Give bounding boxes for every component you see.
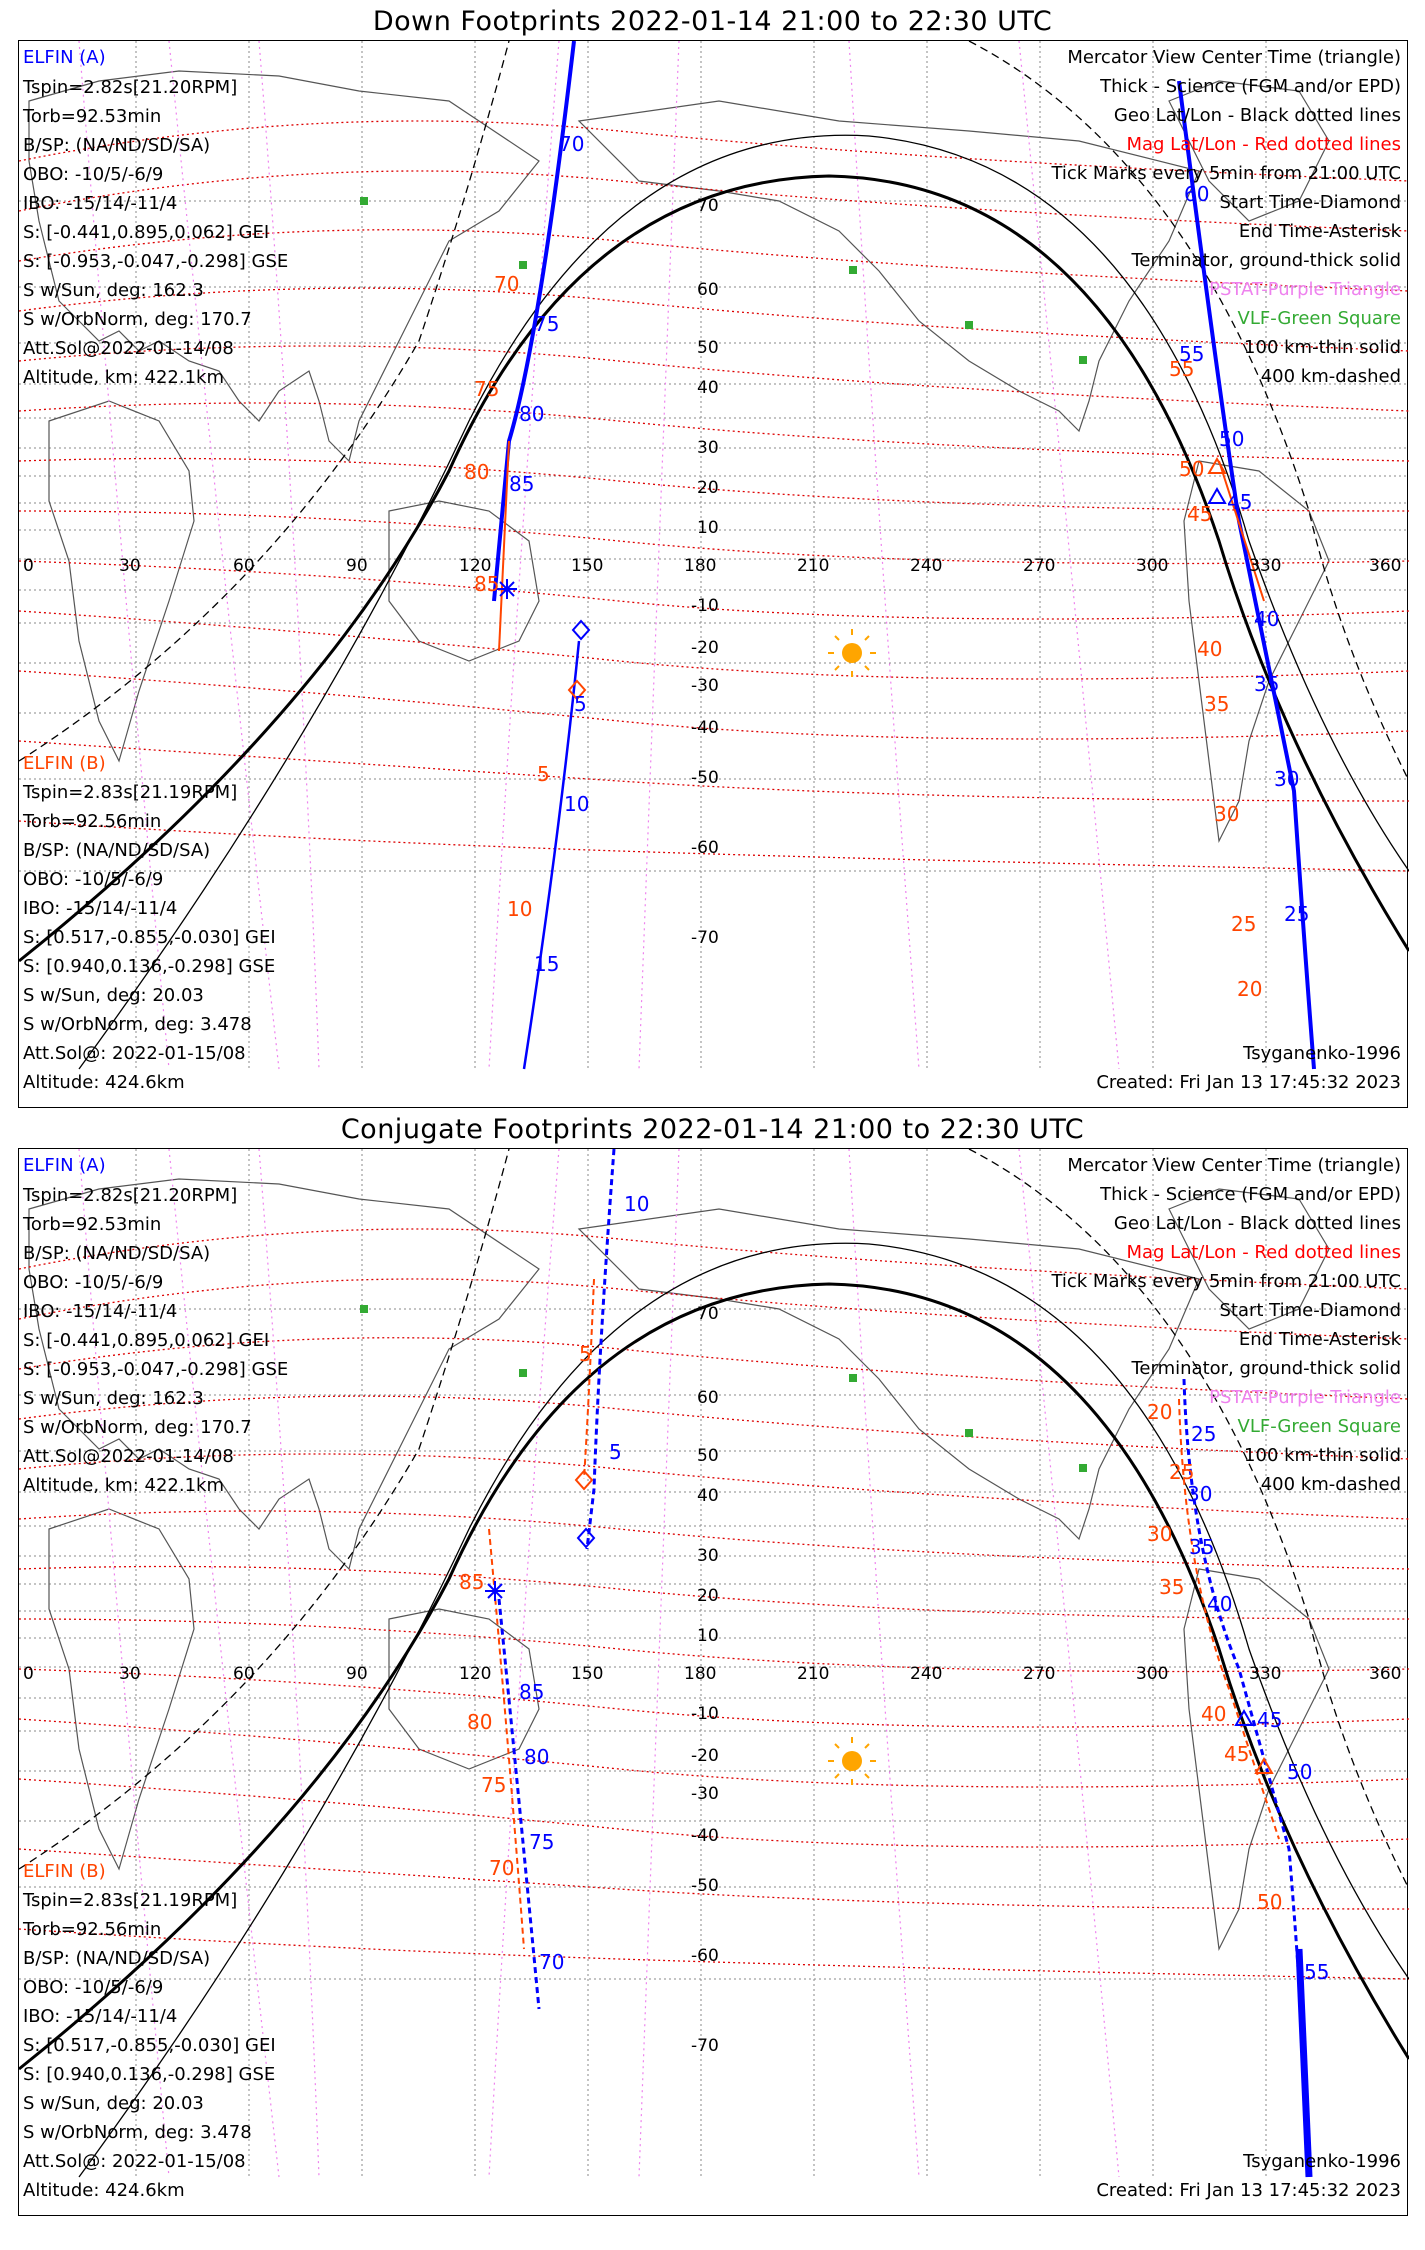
elfin-b-tick-labels [459, 1342, 1282, 1914]
svg-text:S: [0.517,-0.855,-0.030] GEI: S: [0.517,-0.855,-0.030] GEI [23, 927, 276, 948]
svg-text:35: 35 [1204, 692, 1230, 716]
svg-text:240: 240 [910, 556, 943, 576]
svg-text:55: 55 [1179, 342, 1205, 366]
elfin-b-track-east [1219, 461, 1264, 601]
svg-text:70: 70 [559, 132, 585, 156]
svg-text:180: 180 [684, 556, 717, 576]
start-diamond-icon [578, 1529, 594, 1547]
svg-text:Tspin=2.82s[21.20RPM]: Tspin=2.82s[21.20RPM] [23, 1185, 238, 1206]
svg-text:0: 0 [23, 1664, 34, 1684]
markers [485, 1471, 1272, 1773]
svg-text:70: 70 [697, 196, 719, 216]
svg-text:PSTAT-Purple Triangle: PSTAT-Purple Triangle [1209, 1387, 1401, 1408]
svg-text:35: 35 [1189, 1535, 1215, 1559]
svg-text:30: 30 [1274, 767, 1300, 791]
svg-text:Tspin=2.83s[21.19RPM]: Tspin=2.83s[21.19RPM] [23, 1890, 238, 1911]
svg-text:IBO: -15/14/-11/4: IBO: -15/14/-11/4 [23, 193, 178, 214]
svg-text:B/SP: (NA/ND/SD/SA): B/SP: (NA/ND/SD/SA) [23, 1243, 211, 1264]
down-footprints-map [19, 41, 1409, 1109]
svg-text:25: 25 [1191, 1422, 1217, 1446]
svg-text:20: 20 [1147, 1400, 1173, 1424]
svg-text:75: 75 [474, 377, 500, 401]
svg-text:300: 300 [1136, 556, 1169, 576]
svg-text:15: 15 [534, 952, 560, 976]
svg-text:Mercator View Center Time (tri: Mercator View Center Time (triangle) [1067, 47, 1401, 68]
vlf-stations [360, 197, 1087, 364]
svg-text:Geo Lat/Lon - Black dotted lin: Geo Lat/Lon - Black dotted lines [1113, 105, 1401, 126]
svg-text:IBO: -15/14/-11/4: IBO: -15/14/-11/4 [23, 1301, 178, 1322]
svg-text:-10: -10 [691, 1704, 719, 1724]
svg-text:270: 270 [1023, 1664, 1056, 1684]
svg-text:25: 25 [1231, 912, 1257, 936]
vlf-square-icon [519, 261, 527, 269]
svg-text:360: 360 [1369, 556, 1402, 576]
svg-text:S w/Sun, deg: 20.03: S w/Sun, deg: 20.03 [23, 985, 204, 1006]
svg-text:S w/OrbNorm, deg: 3.478: S w/OrbNorm, deg: 3.478 [23, 2122, 252, 2143]
svg-text:Thick - Science (FGM and/or EP: Thick - Science (FGM and/or EPD) [1100, 1184, 1401, 1205]
svg-text:120: 120 [459, 556, 492, 576]
svg-text:45: 45 [1224, 1742, 1250, 1766]
svg-text:-60: -60 [691, 838, 719, 858]
svg-text:75: 75 [529, 1830, 555, 1854]
svg-text:35: 35 [1254, 672, 1280, 696]
conjugate-footprints-panel [18, 1148, 1408, 2216]
svg-text:-30: -30 [691, 1784, 719, 1804]
svg-text:360: 360 [1369, 1664, 1402, 1684]
svg-text:70: 70 [697, 1304, 719, 1324]
svg-text:100 km-thin solid: 100 km-thin solid [1244, 1445, 1401, 1466]
svg-text:Tspin=2.82s[21.20RPM]: Tspin=2.82s[21.20RPM] [23, 77, 238, 98]
svg-text:VLF-Green Square: VLF-Green Square [1237, 1416, 1401, 1437]
svg-text:70: 70 [539, 1950, 565, 1974]
svg-text:-50: -50 [691, 1876, 719, 1896]
svg-text:30: 30 [1214, 802, 1240, 826]
svg-text:180: 180 [684, 1664, 717, 1684]
svg-text:Att.Sol@2022-01-14/08: Att.Sol@2022-01-14/08 [23, 338, 234, 359]
svg-text:Mercator View Center Time (tri: Mercator View Center Time (triangle) [1067, 1155, 1401, 1176]
svg-text:S w/OrbNorm, deg: 170.7: S w/OrbNorm, deg: 170.7 [23, 1417, 252, 1438]
svg-text:75: 75 [534, 312, 560, 336]
svg-text:Altitude: 424.6km: Altitude: 424.6km [23, 1072, 185, 1093]
vlf-square-icon [360, 197, 368, 205]
svg-text:90: 90 [346, 1664, 368, 1684]
legend [1050, 47, 1401, 387]
svg-text:55: 55 [1304, 1960, 1330, 1984]
svg-text:Altitude, km: 422.1km: Altitude, km: 422.1km [23, 367, 225, 388]
svg-text:-10: -10 [691, 596, 719, 616]
svg-text:85: 85 [509, 472, 535, 496]
vlf-square-icon [360, 1305, 368, 1313]
svg-text:330: 330 [1249, 1664, 1282, 1684]
svg-text:OBO: -10/5/-6/9: OBO: -10/5/-6/9 [23, 1272, 164, 1293]
svg-text:50: 50 [1219, 427, 1245, 451]
svg-text:OBO: -10/5/-6/9: OBO: -10/5/-6/9 [23, 869, 164, 890]
svg-text:Torb=92.56min: Torb=92.56min [23, 1919, 162, 1940]
elfin-b-info [22, 1861, 276, 2201]
svg-text:S w/OrbNorm, deg: 3.478: S w/OrbNorm, deg: 3.478 [23, 1014, 252, 1035]
svg-text:45: 45 [1257, 1708, 1283, 1732]
svg-text:Torb=92.53min: Torb=92.53min [23, 106, 162, 127]
svg-text:5: 5 [609, 1440, 622, 1464]
svg-text:80: 80 [519, 402, 545, 426]
svg-text:Altitude: 424.6km: Altitude: 424.6km [23, 2180, 185, 2201]
svg-text:300: 300 [1136, 1664, 1169, 1684]
svg-text:PSTAT-Purple Triangle: PSTAT-Purple Triangle [1209, 279, 1401, 300]
svg-text:120: 120 [459, 1664, 492, 1684]
end-asterisk-icon [485, 1581, 505, 1601]
footer [1096, 1043, 1401, 1093]
svg-text:OBO: -10/5/-6/9: OBO: -10/5/-6/9 [23, 164, 164, 185]
svg-text:80: 80 [467, 1710, 493, 1734]
svg-text:45: 45 [1187, 502, 1213, 526]
svg-text:40: 40 [1207, 1592, 1233, 1616]
svg-text:60: 60 [233, 556, 255, 576]
panel-title-down: Down Footprints 2022-01-14 21:00 to 22:30 UTC [372, 6, 1053, 37]
svg-text:B/SP: (NA/ND/SD/SA): B/SP: (NA/ND/SD/SA) [23, 135, 211, 156]
elfin-a-track-mid [524, 641, 579, 1069]
svg-text:Tick Marks every 5min from 21:: Tick Marks every 5min from 21:00 UTC [1051, 163, 1401, 184]
vlf-square-icon [849, 266, 857, 274]
svg-text:Att.Sol@: 2022-01-15/08: Att.Sol@: 2022-01-15/08 [23, 1043, 246, 1064]
svg-text:85: 85 [474, 572, 500, 596]
svg-text:10: 10 [564, 792, 590, 816]
svg-text:Thick - Science (FGM and/or EP: Thick - Science (FGM and/or EPD) [1100, 76, 1401, 97]
svg-text:60: 60 [697, 280, 719, 300]
svg-text:Torb=92.56min: Torb=92.56min [23, 811, 162, 832]
svg-text:-30: -30 [691, 676, 719, 696]
svg-text:40: 40 [1197, 637, 1223, 661]
svg-text:Terminator, ground-thick solid: Terminator, ground-thick solid [1131, 1358, 1401, 1379]
svg-text:0: 0 [23, 556, 34, 576]
coastlines [29, 71, 1329, 841]
svg-text:OBO: -10/5/-6/9: OBO: -10/5/-6/9 [23, 1977, 164, 1998]
svg-text:40: 40 [697, 1486, 719, 1506]
svg-text:40: 40 [1254, 607, 1280, 631]
svg-text:25: 25 [1169, 1460, 1195, 1484]
svg-text:30: 30 [119, 1664, 141, 1684]
svg-text:-50: -50 [691, 768, 719, 788]
svg-text:5: 5 [574, 692, 587, 716]
svg-text:30: 30 [697, 1546, 719, 1566]
svg-text:10: 10 [507, 897, 533, 921]
svg-text:VLF-Green Square: VLF-Green Square [1237, 308, 1401, 329]
svg-text:50: 50 [1257, 1890, 1283, 1914]
svg-text:Att.Sol@2022-01-14/08: Att.Sol@2022-01-14/08 [23, 1446, 234, 1467]
svg-text:10: 10 [624, 1192, 650, 1216]
coastlines [29, 1179, 1329, 1949]
svg-text:-20: -20 [691, 1746, 719, 1766]
end-asterisk-icon [497, 579, 517, 599]
svg-text:60: 60 [697, 1388, 719, 1408]
svg-text:270: 270 [1023, 556, 1056, 576]
svg-text:100 km-thin solid: 100 km-thin solid [1244, 337, 1401, 358]
center-triangle-icon [1209, 489, 1225, 503]
svg-text:210: 210 [797, 556, 830, 576]
panel-title-conjugate: Conjugate Footprints 2022-01-14 21:00 to 22:30 UTC [340, 1114, 1085, 1145]
vlf-square-icon [519, 1369, 527, 1377]
svg-text:20: 20 [697, 1586, 719, 1606]
svg-text:55: 55 [1169, 357, 1195, 381]
svg-text:85: 85 [519, 1680, 545, 1704]
svg-text:50: 50 [1179, 457, 1205, 481]
elfin-a-heading: ELFIN (A) [23, 47, 106, 68]
svg-text:S w/Sun, deg: 20.03: S w/Sun, deg: 20.03 [23, 2093, 204, 2114]
svg-text:85: 85 [459, 1570, 485, 1594]
svg-text:-40: -40 [691, 718, 719, 738]
svg-text:End Time-Asterisk: End Time-Asterisk [1238, 1329, 1401, 1350]
svg-text:80: 80 [524, 1745, 550, 1769]
svg-text:150: 150 [571, 556, 604, 576]
svg-text:Tick Marks every 5min from 21:: Tick Marks every 5min from 21:00 UTC [1051, 1271, 1401, 1292]
svg-text:400 km-dashed: 400 km-dashed [1260, 1474, 1401, 1495]
svg-text:S: [-0.953,-0.047,-0.298] GSE: S: [-0.953,-0.047,-0.298] GSE [23, 251, 289, 272]
svg-text:Created: Fri Jan 13 17:45:32 2: Created: Fri Jan 13 17:45:32 2023 [1096, 1072, 1401, 1093]
svg-text:35: 35 [1159, 1575, 1185, 1599]
svg-text:50: 50 [697, 338, 719, 358]
svg-text:Tsyganenko-1996: Tsyganenko-1996 [1243, 1043, 1401, 1064]
svg-text:400 km-dashed: 400 km-dashed [1260, 366, 1401, 387]
sun-icon [828, 1737, 876, 1785]
svg-text:Altitude, km: 422.1km: Altitude, km: 422.1km [23, 1475, 225, 1496]
svg-text:-70: -70 [691, 928, 719, 948]
svg-text:S: [0.517,-0.855,-0.030] GEI: S: [0.517,-0.855,-0.030] GEI [23, 2035, 276, 2056]
svg-text:210: 210 [797, 1664, 830, 1684]
svg-text:40: 40 [1201, 1702, 1227, 1726]
vlf-square-icon [965, 321, 973, 329]
svg-text:10: 10 [697, 518, 719, 538]
elfin-b-info [22, 753, 276, 1093]
svg-text:30: 30 [1147, 1522, 1173, 1546]
elfin-a-heading: ELFIN (A) [23, 1155, 106, 1176]
svg-text:5: 5 [579, 1342, 592, 1366]
vlf-square-icon [1079, 356, 1087, 364]
svg-text:IBO: -15/14/-11/4: IBO: -15/14/-11/4 [23, 898, 178, 919]
svg-text:B/SP: (NA/ND/SD/SA): B/SP: (NA/ND/SD/SA) [23, 1948, 211, 1969]
svg-text:25: 25 [1284, 902, 1310, 926]
svg-text:B/SP: (NA/ND/SD/SA): B/SP: (NA/ND/SD/SA) [23, 840, 211, 861]
svg-text:10: 10 [697, 1626, 719, 1646]
svg-text:330: 330 [1249, 556, 1282, 576]
elfin-a-info [22, 47, 288, 388]
svg-text:30: 30 [697, 438, 719, 458]
svg-text:Created: Fri Jan 13 17:45:32 2: Created: Fri Jan 13 17:45:32 2023 [1096, 2180, 1401, 2201]
svg-text:S: [-0.953,-0.047,-0.298] GSE: S: [-0.953,-0.047,-0.298] GSE [23, 1359, 289, 1380]
svg-text:20: 20 [697, 478, 719, 498]
svg-text:240: 240 [910, 1664, 943, 1684]
svg-text:Start Time-Diamond: Start Time-Diamond [1219, 192, 1401, 213]
svg-text:75: 75 [481, 1773, 507, 1797]
svg-text:Start Time-Diamond: Start Time-Diamond [1219, 1300, 1401, 1321]
sun-icon [828, 629, 876, 677]
svg-text:90: 90 [346, 556, 368, 576]
svg-text:End Time-Asterisk: End Time-Asterisk [1238, 221, 1401, 242]
svg-text:Tsyganenko-1996: Tsyganenko-1996 [1243, 2151, 1401, 2172]
vlf-square-icon [849, 1374, 857, 1382]
svg-text:150: 150 [571, 1664, 604, 1684]
vlf-stations [360, 1305, 1087, 1472]
svg-text:Mag Lat/Lon - Red dotted lines: Mag Lat/Lon - Red dotted lines [1126, 1242, 1401, 1263]
svg-text:Terminator, ground-thick solid: Terminator, ground-thick solid [1131, 250, 1401, 271]
svg-text:S w/Sun, deg: 162.3: S w/Sun, deg: 162.3 [23, 280, 204, 301]
svg-text:70: 70 [489, 1856, 515, 1880]
svg-text:40: 40 [697, 378, 719, 398]
conjugate-footprints-map [19, 1149, 1409, 2217]
svg-text:-70: -70 [691, 2036, 719, 2056]
vlf-square-icon [1079, 1464, 1087, 1472]
pstat-lines [79, 41, 1119, 1069]
svg-text:-60: -60 [691, 1946, 719, 1966]
svg-text:30: 30 [119, 556, 141, 576]
svg-text:Att.Sol@: 2022-01-15/08: Att.Sol@: 2022-01-15/08 [23, 2151, 246, 2172]
svg-text:20: 20 [1237, 977, 1263, 1001]
elfin-a-track-west [499, 1599, 539, 2009]
svg-text:S w/OrbNorm, deg: 170.7: S w/OrbNorm, deg: 170.7 [23, 309, 252, 330]
svg-text:Torb=92.53min: Torb=92.53min [23, 1214, 162, 1235]
start-diamond-icon [573, 621, 589, 639]
svg-text:S: [0.940,0.136,-0.298] GSE: S: [0.940,0.136,-0.298] GSE [23, 2064, 276, 2085]
vlf-square-icon [965, 1429, 973, 1437]
svg-text:S: [0.940,0.136,-0.298] GSE: S: [0.940,0.136,-0.298] GSE [23, 956, 276, 977]
svg-text:60: 60 [1184, 182, 1210, 206]
svg-text:30: 30 [1187, 1482, 1213, 1506]
svg-text:Mag Lat/Lon - Red dotted lines: Mag Lat/Lon - Red dotted lines [1126, 134, 1401, 155]
svg-text:S: [-0.441,0.895,0.062] GEI: S: [-0.441,0.895,0.062] GEI [23, 1330, 270, 1351]
svg-text:Geo Lat/Lon - Black dotted lin: Geo Lat/Lon - Black dotted lines [1113, 1213, 1401, 1234]
down-footprints-panel [18, 40, 1408, 1108]
svg-text:-40: -40 [691, 1826, 719, 1846]
svg-text:-20: -20 [691, 638, 719, 658]
legend [1050, 1155, 1401, 1495]
svg-text:IBO: -15/14/-11/4: IBO: -15/14/-11/4 [23, 2006, 178, 2027]
svg-text:S w/Sun, deg: 162.3: S w/Sun, deg: 162.3 [23, 1388, 204, 1409]
svg-text:50: 50 [1287, 1760, 1313, 1784]
svg-text:60: 60 [233, 1664, 255, 1684]
svg-text:70: 70 [494, 272, 520, 296]
elfin-b-heading: ELFIN (B) [23, 1861, 106, 1882]
svg-text:S: [-0.441,0.895,0.062] GEI: S: [-0.441,0.895,0.062] GEI [23, 222, 270, 243]
footer [1096, 2151, 1401, 2201]
pstat-lines [79, 1149, 1119, 2177]
svg-text:45: 45 [1227, 490, 1253, 514]
svg-text:5: 5 [537, 762, 550, 786]
svg-text:80: 80 [464, 460, 490, 484]
elfin-a-info [22, 1155, 288, 1496]
elfin-b-heading: ELFIN (B) [23, 753, 106, 774]
svg-text:Tspin=2.83s[21.19RPM]: Tspin=2.83s[21.19RPM] [23, 782, 238, 803]
svg-text:50: 50 [697, 1446, 719, 1466]
